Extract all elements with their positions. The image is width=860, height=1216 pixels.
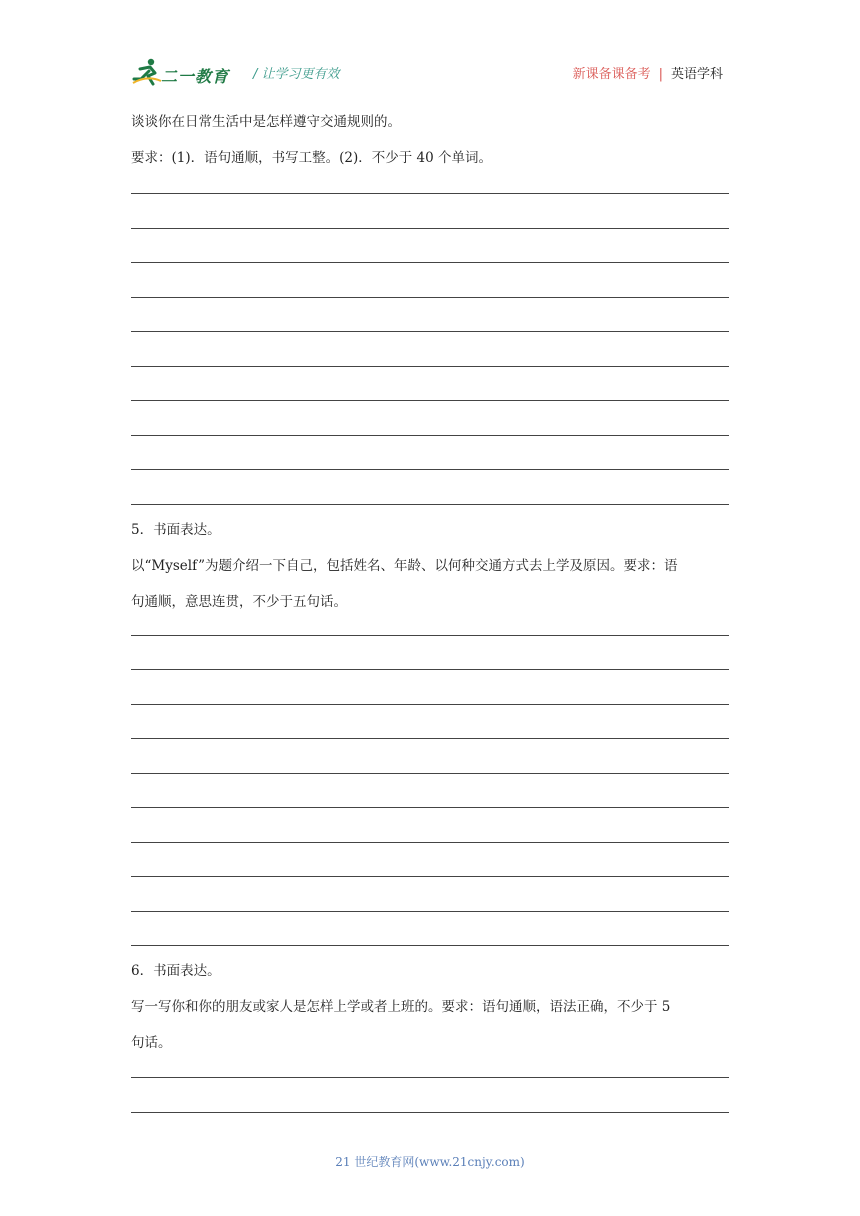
answer-line[interactable] — [131, 945, 729, 946]
q6-body-line2: 句话。 — [131, 1035, 172, 1051]
q6-title: 6．书面表达。 — [131, 963, 221, 979]
answer-line[interactable] — [131, 773, 729, 774]
q5-title: 5．书面表达。 — [131, 521, 221, 538]
answer-line[interactable] — [131, 400, 729, 401]
answer-line[interactable] — [131, 435, 729, 436]
slogan: / 让学习更有效 — [253, 67, 340, 82]
answer-lines-q5 — [131, 620, 729, 947]
answer-line[interactable] — [131, 842, 729, 843]
brand-logo — [131, 57, 241, 87]
answer-line[interactable] — [131, 876, 729, 877]
runner-logo-icon — [131, 57, 163, 87]
worksheet-content — [131, 104, 729, 1113]
answer-lines-q4 — [131, 176, 729, 505]
header-separator: | — [658, 67, 663, 82]
logo-text: 二一教育 — [161, 67, 230, 86]
q5-body-line2: 句通顺，意思连贯，不少于五句话。 — [131, 593, 347, 610]
answer-line[interactable] — [131, 504, 729, 505]
header-tags — [573, 63, 723, 82]
answer-line[interactable] — [131, 738, 729, 739]
answer-line[interactable] — [131, 635, 729, 636]
answer-lines-q6 — [131, 1061, 729, 1113]
header-tag-subject: 英语学科 — [670, 67, 723, 82]
answer-line[interactable] — [131, 911, 729, 912]
answer-line[interactable] — [131, 1077, 729, 1078]
answer-line[interactable] — [131, 469, 729, 470]
answer-line[interactable] — [131, 331, 729, 332]
answer-line[interactable] — [131, 807, 729, 808]
q5-body-line1: 以“Myself”为题介绍一下自己，包括姓名、年龄、以何种交通方式去上学及原因。要求：语 — [131, 557, 678, 574]
intro-prompt: 谈谈你在日常生活中是怎样遵守交通规则的。 — [131, 114, 401, 130]
answer-line[interactable] — [131, 193, 729, 194]
answer-line[interactable] — [131, 669, 729, 670]
header-tag-course: 新课备课备考 — [572, 67, 651, 82]
answer-line[interactable] — [131, 262, 729, 263]
answer-line[interactable] — [131, 228, 729, 229]
answer-line[interactable] — [131, 704, 729, 705]
page-header — [131, 55, 729, 89]
intro-requirements: 要求：(1)．语句通顺，书写工整。(2)．不少于 40 个单词。 — [131, 150, 493, 166]
answer-line[interactable] — [131, 1112, 729, 1113]
page-footer: 21 世纪教育网(www.21cnjy.com) — [335, 1155, 525, 1169]
answer-line[interactable] — [131, 297, 729, 298]
answer-line[interactable] — [131, 366, 729, 367]
q6-body-line1: 写一写你和你的朋友或家人是怎样上学或者上班的。要求：语句通顺，语法正确，不少于 5 — [131, 999, 671, 1015]
